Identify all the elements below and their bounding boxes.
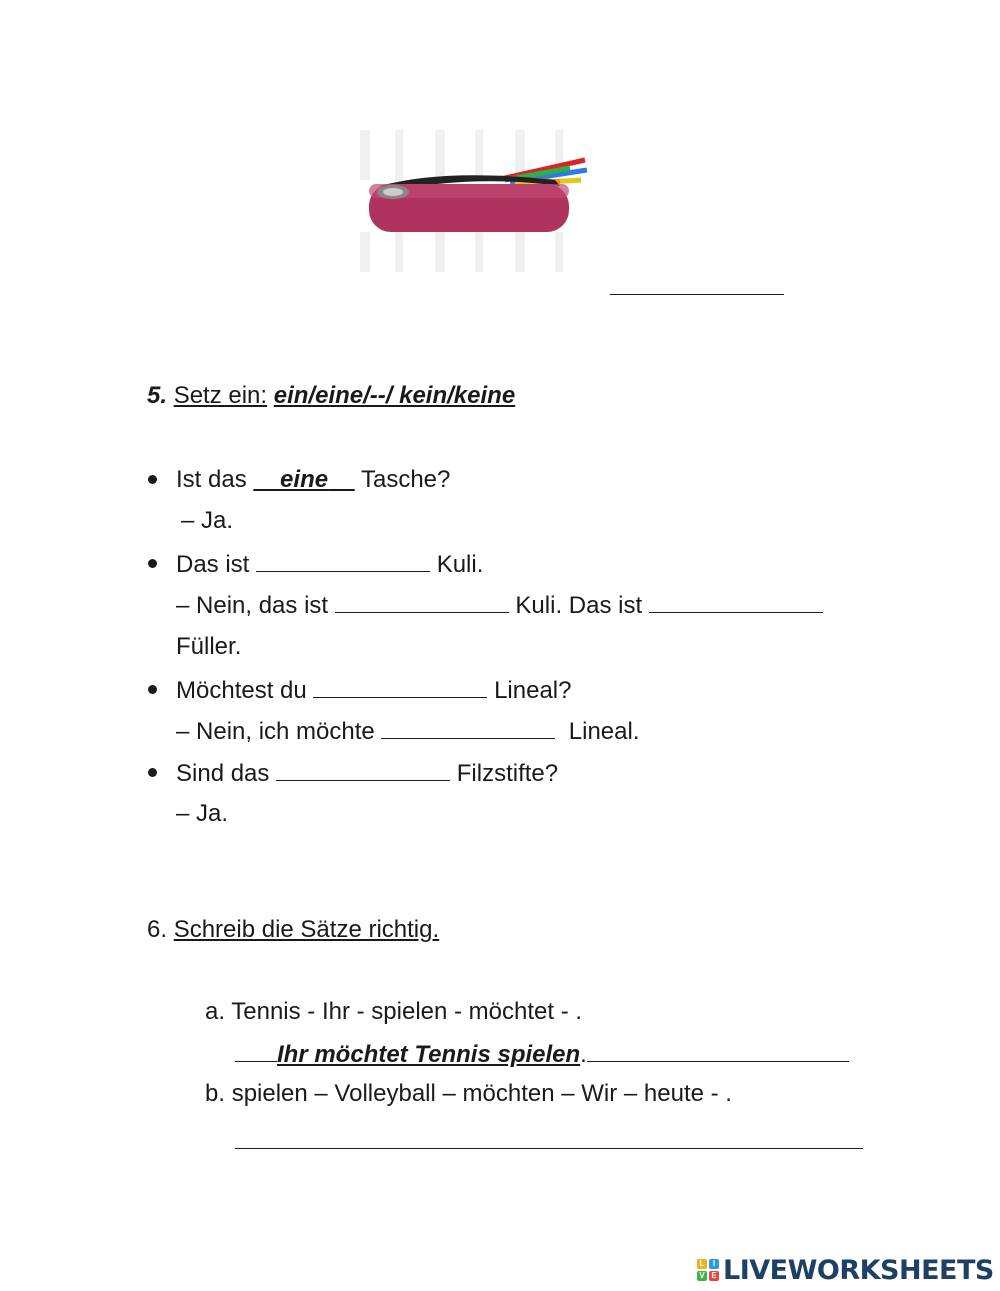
item-2-text: Das ist bbox=[176, 551, 250, 578]
logo-mark-icon: L I V E bbox=[697, 1259, 719, 1281]
answer-blank-3[interactable] bbox=[335, 590, 509, 613]
item-2-after: Kuli. bbox=[436, 551, 484, 578]
item-3 bbox=[176, 675, 571, 706]
bullet-icon bbox=[148, 685, 157, 694]
item-4-after: Filzstifte? bbox=[456, 760, 559, 787]
bullet-icon bbox=[148, 768, 157, 777]
item-1-after: Tasche? bbox=[360, 466, 451, 493]
pencil-case-image bbox=[355, 120, 595, 280]
answer-blank-2[interactable] bbox=[256, 549, 430, 572]
blank-lead bbox=[235, 1039, 277, 1062]
answer-line-a[interactable] bbox=[235, 1039, 849, 1070]
letter-a: a. bbox=[205, 998, 226, 1025]
item-4 bbox=[176, 758, 558, 789]
item-4-text: Sind das bbox=[176, 760, 270, 787]
letter-b: b. bbox=[205, 1080, 226, 1107]
item-1-text: Ist das bbox=[176, 466, 247, 493]
reply-3-after: Lineal. bbox=[568, 718, 640, 745]
words-a: Tennis - Ihr - spielen - möchtet - . bbox=[231, 998, 583, 1025]
exercise-title: Schreib die Sätze richtig. bbox=[173, 916, 440, 943]
reply-2 bbox=[176, 590, 823, 621]
answer-blank-4[interactable] bbox=[649, 590, 823, 613]
liveworksheets-logo bbox=[697, 1255, 994, 1285]
answer-a-end: . bbox=[580, 1041, 587, 1068]
answer-1: eine bbox=[280, 466, 329, 493]
reply-4: – Ja. bbox=[176, 800, 229, 827]
exercise-number: 6. bbox=[147, 916, 168, 943]
reply-2-end: Füller. bbox=[176, 633, 242, 660]
exercise-5-heading bbox=[147, 381, 515, 411]
reply-1: – Ja. bbox=[181, 507, 234, 534]
exercise-number: 5. bbox=[147, 382, 168, 409]
blank-trail bbox=[587, 1039, 849, 1062]
answer-blank-6[interactable] bbox=[381, 716, 555, 739]
reply-2-text: – Nein, das ist bbox=[176, 592, 329, 619]
words-b: spielen – Volleyball – möchten – Wir – heute - . bbox=[231, 1080, 732, 1107]
answer-blank-1[interactable] bbox=[253, 466, 354, 493]
answer-blank-7[interactable] bbox=[276, 758, 450, 781]
item-2 bbox=[176, 549, 483, 580]
bullet-icon bbox=[148, 559, 157, 568]
answer-line-b[interactable] bbox=[235, 1126, 863, 1149]
exercise-prompt: Setz ein: bbox=[173, 382, 268, 409]
logo-text: LIVEWORKSHEETS bbox=[723, 1254, 994, 1286]
item-3-text: Möchtest du bbox=[176, 677, 307, 704]
reply-3 bbox=[176, 716, 640, 747]
sentence-b bbox=[205, 1079, 732, 1109]
answer-blank-5[interactable] bbox=[313, 675, 487, 698]
word-options: ein/eine/--/ kein/keine bbox=[273, 382, 516, 409]
answer-blank-image[interactable] bbox=[610, 272, 784, 295]
item-3-after: Lineal? bbox=[494, 677, 572, 704]
answer-a: Ihr möchtet Tennis spielen bbox=[277, 1041, 581, 1068]
bullet-icon bbox=[148, 475, 157, 484]
reply-2-mid: Kuli. Das ist bbox=[515, 592, 643, 619]
reply-3-text: – Nein, ich möchte bbox=[176, 718, 375, 745]
item-1 bbox=[176, 465, 450, 495]
sentence-a bbox=[205, 997, 582, 1027]
exercise-6-heading bbox=[147, 915, 439, 945]
